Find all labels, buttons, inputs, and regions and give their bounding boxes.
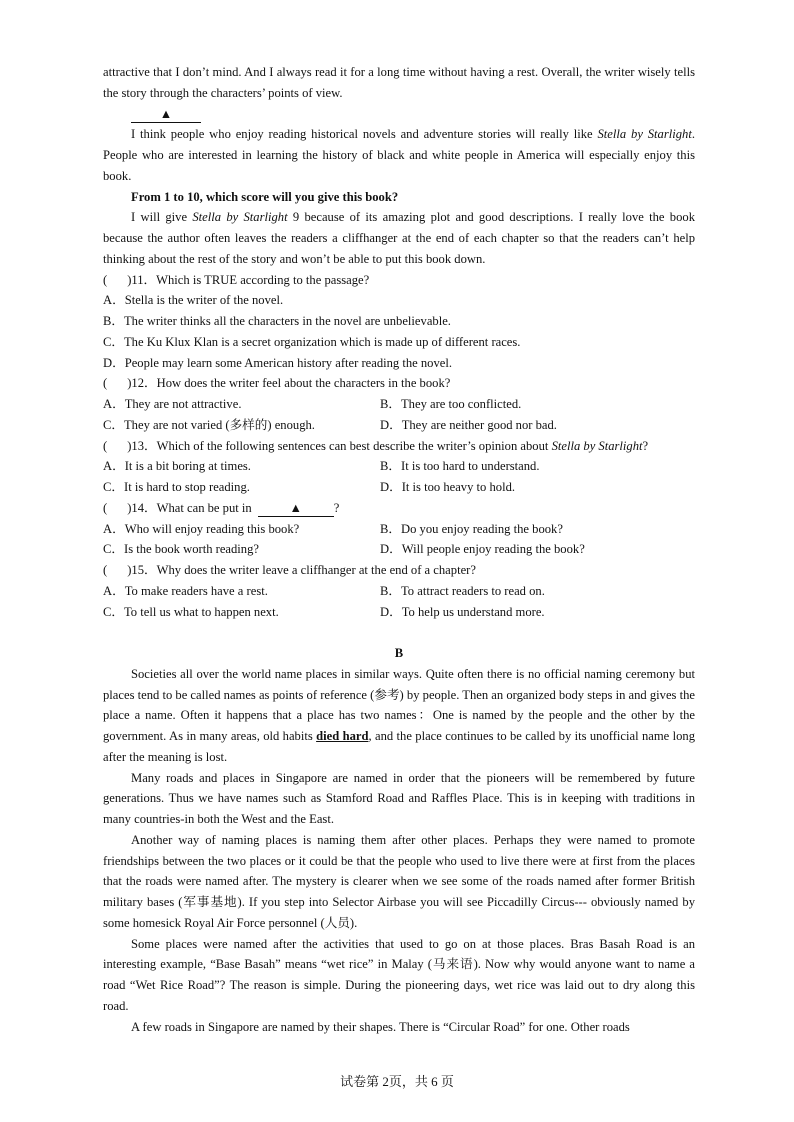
passage-b-paragraph-1: Societies all over the world name places in similar ways. Quite often there is no official naming ceremony but places tend to be called names as points of reference (参考) by people. Then an organized body steps in and gives the place a name. Often it happens that a place has two names：One is named by the people and the other by the government. As in many areas, old habits died hard, and the place continues to be called by its unofficial name long after the meaning is lost. [103,666,695,764]
question-12-options-row-1 [103,394,695,415]
question-15-options-row-1 [103,581,695,602]
question-13-options-row-2 [103,477,695,498]
question-15-option-a[interactable]: A．To make readers have a rest. [103,583,268,598]
blank-heading [103,104,695,125]
question-11-option-b[interactable]: B．The writer thinks all the characters in the novel are unbelievable. [103,314,451,328]
question-12-stem: ( )12．How does the writer feel about the characters in the book? [103,376,451,391]
question-13-option-c[interactable]: C．It is hard to stop reading. [103,480,250,494]
question-14-option-c[interactable]: C．Is the book worth reading? [103,542,259,557]
question-15-option-b[interactable]: B．To attract readers to read on. [380,583,545,598]
question-13-options-row-1 [103,456,695,477]
review-continuation: attractive that I don’t mind. And I always read it for a long time without having a rest. Overall, the writer wisely tells the story through the characters’ points of view. [103,65,695,100]
question-14-option-d[interactable]: D．Will people enjoy reading the book? [380,542,585,557]
question-14-stem: ( )14．What can be put in ▲ ? [103,500,340,515]
question-13-option-b[interactable]: B．It is too hard to understand. [380,459,540,474]
question-12-options-row-2 [103,415,695,436]
question-12-option-a[interactable]: A．They are not attractive. [103,397,242,411]
question-15-option-d[interactable]: D．To help us understand more. [380,604,545,619]
passage-b-paragraph-5: A few roads in Singapore are named by their shapes. There is “Circular Road” for one. Other roads [131,1019,630,1034]
question-14-options-row-1 [103,519,695,540]
question-12-option-b[interactable]: B．They are too conflicted. [380,397,522,411]
question-12-option-d[interactable]: D．They are neither good nor bad. [380,417,557,432]
recommend-paragraph: I think people who enjoy reading historical novels and adventure stories will really like Stella by Starlight. People who are interested in learning the history of black and white people in America will especially enjoy this book. [103,127,695,183]
underlined-phrase: died hard [316,729,369,743]
question-15-option-c[interactable]: C．To tell us what to happen next. [103,604,279,619]
answer-blank: ▲ [258,501,334,517]
page-footer: 试卷第 2页，共 6 页 [340,1074,454,1089]
question-14-option-b[interactable]: B．Do you enjoy reading the book? [380,521,563,536]
passage-b-paragraph-2: Many roads and places in Singapore are named in order that the pioneers will be remembered by future generations. Thus we have names such as Stamford Road and Raffles Place. This is in keeping with traditions in many countries-in both the West and the East. [103,770,695,826]
question-13-option-a[interactable]: A．It is a bit boring at times. [103,459,251,474]
passage-b-paragraph-3: Another way of naming places is naming them after other places. Perhaps they were named to promote friendships between the two places or it could be that the people who used to live there were at first from the places that the roads were named after. The mystery is clearer when we see some of the roads named after former British military bases (军事基地). If you step into Selector Airbase you will see Piccadilly Circus--- obviously named by some homesick Royal Air Force personnel (人员). [103,832,695,930]
question-13-stem: ( )13．Which of the following sentences can best describe the writer’s opinion about Stella by Starlight? [103,438,649,453]
question-15-options-row-2 [103,602,695,623]
score-paragraph: I will give Stella by Starlight 9 because of its amazing plot and good descriptions. I really love the book because the author often leaves the readers a cliffhanger at the end of each chapter so that the readers can’t help thinking about the rest of the story and won’t be able to put this book down. [103,210,695,266]
question-11-option-c[interactable]: C．The Ku Klux Klan is a secret organization which is made up of different races. [103,334,521,349]
question-14-options-row-2 [103,539,695,560]
section-b-title: B [394,646,404,660]
question-11-option-a[interactable]: A．Stella is the writer of the novel. [103,293,284,308]
question-11-stem: ( )11．Which is TRUE according to the passage? [103,272,370,287]
question-14-option-a[interactable]: A．Who will enjoy reading this book? [103,521,300,536]
answer-blank: ▲ [131,107,201,123]
passage-b-paragraph-4: Some places were named after the activities that used to go on at those places. Bras Basah Road is an interesting example, “Base Basah” means “wet rice” in Malay (马来语). Now why would anyone want to name a road “Wet Rice Road”? The reason is simple. During the pioneering days, wet rice was laid out to dry along this road. [103,936,695,1013]
exam-page [103,62,695,1037]
question-15-stem: ( )15．Why does the writer leave a cliffhanger at the end of a chapter? [103,563,476,577]
question-11-option-d[interactable]: D．People may learn some American history after reading the novel. [103,355,453,370]
score-heading: From 1 to 10, which score will you give this book? [131,189,399,204]
question-12-option-c[interactable]: C．They are not varied (多样的) enough. [103,417,315,432]
question-13-option-d[interactable]: D．It is too heavy to hold. [380,480,516,494]
